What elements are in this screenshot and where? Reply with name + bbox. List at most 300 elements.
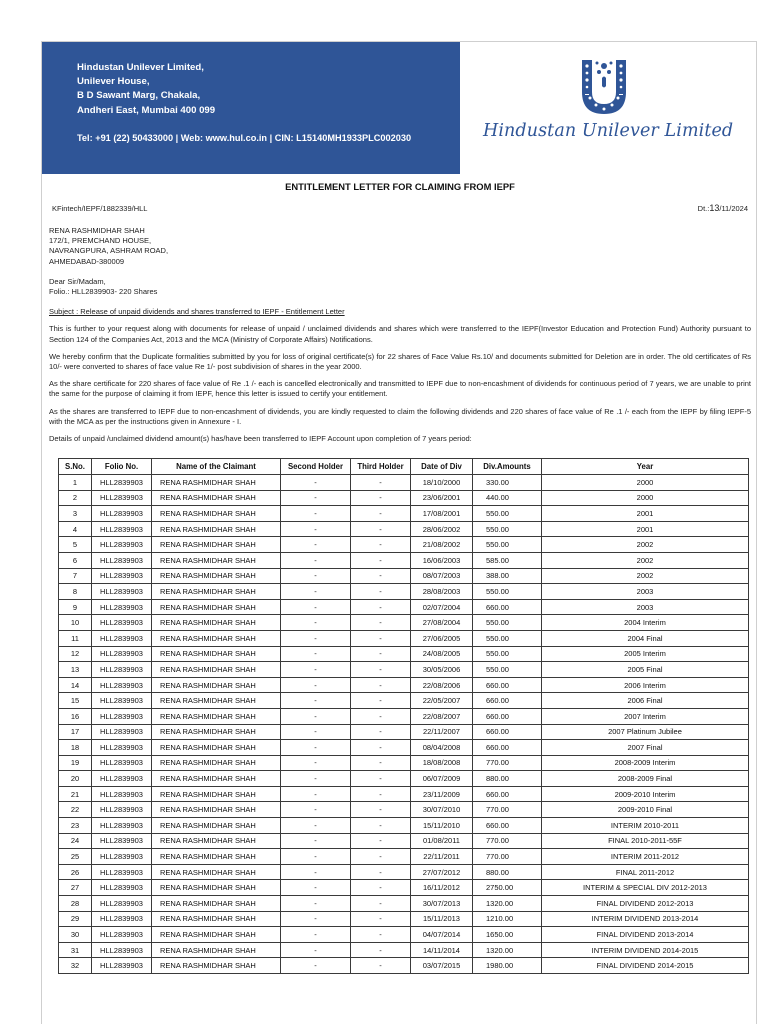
folio-cell: HLL2839903 bbox=[92, 942, 152, 958]
third-holder-cell: - bbox=[351, 537, 411, 553]
claimant-cell: RENA RASHMIDHAR SHAH bbox=[152, 755, 281, 771]
date-cell: 15/11/2013 bbox=[411, 911, 473, 927]
folio-cell: HLL2839903 bbox=[92, 724, 152, 740]
claimant-cell: RENA RASHMIDHAR SHAH bbox=[152, 896, 281, 912]
date-cell: 18/08/2008 bbox=[411, 755, 473, 771]
second-holder-cell: - bbox=[281, 755, 351, 771]
company-logo-text: Hindustan Unilever Limited bbox=[483, 121, 734, 141]
year-cell: 2002 bbox=[542, 552, 749, 568]
second-holder-cell: - bbox=[281, 708, 351, 724]
table-row bbox=[59, 630, 749, 646]
column-header: S.No. bbox=[59, 459, 92, 475]
paragraph: As the shares are transferred to IEPF due to non-encashment of dividends, you are kindly requested to claim the following dividends and 220 shares of face value of Re .1 /- each from the IEPF by filing IEPF-5 with the MCA as per the instructions given in Annexure - I. bbox=[49, 406, 751, 426]
claimant-cell: RENA RASHMIDHAR SHAH bbox=[152, 584, 281, 600]
third-holder-cell: - bbox=[351, 740, 411, 756]
folio-cell: HLL2839903 bbox=[92, 755, 152, 771]
amount-cell: 330.00 bbox=[473, 475, 542, 491]
second-holder-cell: - bbox=[281, 942, 351, 958]
folio-cell: HLL2839903 bbox=[92, 911, 152, 927]
date-cell: 23/06/2001 bbox=[411, 490, 473, 506]
unilever-u-logo-icon bbox=[576, 58, 632, 116]
year-cell: 2008-2009 Final bbox=[542, 771, 749, 787]
serial-cell: 12 bbox=[59, 646, 92, 662]
serial-cell: 23 bbox=[59, 818, 92, 834]
table-row bbox=[59, 693, 749, 709]
date-cell: 27/07/2012 bbox=[411, 864, 473, 880]
second-holder-cell: - bbox=[281, 537, 351, 553]
table-row bbox=[59, 521, 749, 537]
year-cell: 2001 bbox=[542, 521, 749, 537]
amount-cell: 770.00 bbox=[473, 849, 542, 865]
letter-body bbox=[49, 204, 751, 444]
date-cell: 22/11/2007 bbox=[411, 724, 473, 740]
letter-page bbox=[41, 41, 757, 1024]
folio-cell: HLL2839903 bbox=[92, 490, 152, 506]
table-row bbox=[59, 880, 749, 896]
second-holder-cell: - bbox=[281, 849, 351, 865]
year-cell: 2006 Final bbox=[542, 693, 749, 709]
column-header: Name of the Claimant bbox=[152, 459, 281, 475]
date-cell: 30/07/2013 bbox=[411, 896, 473, 912]
year-cell: 2009-2010 Final bbox=[542, 802, 749, 818]
serial-cell: 16 bbox=[59, 708, 92, 724]
serial-cell: 22 bbox=[59, 802, 92, 818]
claimant-cell: RENA RASHMIDHAR SHAH bbox=[152, 818, 281, 834]
serial-cell: 2 bbox=[59, 490, 92, 506]
table-row bbox=[59, 537, 749, 553]
serial-cell: 13 bbox=[59, 662, 92, 678]
address-line: Andheri East, Mumbai 400 099 bbox=[77, 104, 216, 116]
year-cell: INTERIM 2011-2012 bbox=[542, 849, 749, 865]
year-cell: 2005 Final bbox=[542, 662, 749, 678]
second-holder-cell: - bbox=[281, 818, 351, 834]
serial-cell: 11 bbox=[59, 630, 92, 646]
column-header: Third Holder bbox=[351, 459, 411, 475]
serial-cell: 7 bbox=[59, 568, 92, 584]
claimant-cell: RENA RASHMIDHAR SHAH bbox=[152, 771, 281, 787]
amount-cell: 660.00 bbox=[473, 724, 542, 740]
serial-cell: 18 bbox=[59, 740, 92, 756]
table-row bbox=[59, 849, 749, 865]
year-cell: 2009-2010 Interim bbox=[542, 786, 749, 802]
amount-cell: 550.00 bbox=[473, 630, 542, 646]
serial-cell: 3 bbox=[59, 506, 92, 522]
third-holder-cell: - bbox=[351, 584, 411, 600]
folio-cell: HLL2839903 bbox=[92, 646, 152, 662]
amount-cell: 770.00 bbox=[473, 802, 542, 818]
claimant-cell: RENA RASHMIDHAR SHAH bbox=[152, 693, 281, 709]
folio-cell: HLL2839903 bbox=[92, 599, 152, 615]
year-cell: FINAL DIVIDEND 2013-2014 bbox=[542, 927, 749, 943]
second-holder-cell: - bbox=[281, 552, 351, 568]
table-row bbox=[59, 818, 749, 834]
amount-cell: 770.00 bbox=[473, 833, 542, 849]
column-header: Year bbox=[542, 459, 749, 475]
third-holder-cell: - bbox=[351, 942, 411, 958]
folio-cell: HLL2839903 bbox=[92, 537, 152, 553]
folio-cell: HLL2839903 bbox=[92, 818, 152, 834]
second-holder-cell: - bbox=[281, 740, 351, 756]
address-line: Unilever House, bbox=[77, 76, 150, 88]
year-cell: INTERIM DIVIDEND 2013-2014 bbox=[542, 911, 749, 927]
folio-cell: HLL2839903 bbox=[92, 506, 152, 522]
year-cell: 2003 bbox=[542, 584, 749, 600]
company-address bbox=[77, 61, 215, 118]
year-cell: 2000 bbox=[542, 475, 749, 491]
folio-cell: HLL2839903 bbox=[92, 662, 152, 678]
letter-title: ENTITLEMENT LETTER FOR CLAIMING FROM IEPF bbox=[285, 181, 515, 192]
amount-cell: 550.00 bbox=[473, 584, 542, 600]
claimant-cell: RENA RASHMIDHAR SHAH bbox=[152, 568, 281, 584]
claimant-cell: RENA RASHMIDHAR SHAH bbox=[152, 521, 281, 537]
folio-cell: HLL2839903 bbox=[92, 771, 152, 787]
table-row bbox=[59, 490, 749, 506]
date-cell: 22/08/2006 bbox=[411, 677, 473, 693]
serial-cell: 31 bbox=[59, 942, 92, 958]
claimant-cell: RENA RASHMIDHAR SHAH bbox=[152, 802, 281, 818]
claimant-cell: RENA RASHMIDHAR SHAH bbox=[152, 880, 281, 896]
amount-cell: 880.00 bbox=[473, 864, 542, 880]
date-cell: 23/11/2009 bbox=[411, 786, 473, 802]
serial-cell: 19 bbox=[59, 755, 92, 771]
folio-cell: HLL2839903 bbox=[92, 896, 152, 912]
serial-cell: 21 bbox=[59, 786, 92, 802]
amount-cell: 550.00 bbox=[473, 646, 542, 662]
serial-cell: 5 bbox=[59, 537, 92, 553]
table-row bbox=[59, 662, 749, 678]
second-holder-cell: - bbox=[281, 490, 351, 506]
third-holder-cell: - bbox=[351, 693, 411, 709]
serial-cell: 6 bbox=[59, 552, 92, 568]
third-holder-cell: - bbox=[351, 490, 411, 506]
serial-cell: 30 bbox=[59, 927, 92, 943]
address-line: Hindustan Unilever Limited, bbox=[77, 62, 204, 73]
second-holder-cell: - bbox=[281, 880, 351, 896]
amount-cell: 550.00 bbox=[473, 537, 542, 553]
amount-cell: 550.00 bbox=[473, 615, 542, 631]
dividend-table bbox=[58, 458, 749, 974]
column-header: Div.Amounts bbox=[473, 459, 542, 475]
table-header-row bbox=[59, 459, 749, 475]
table-body bbox=[59, 475, 749, 974]
second-holder-cell: - bbox=[281, 584, 351, 600]
third-holder-cell: - bbox=[351, 786, 411, 802]
paragraph: This is further to your request along with documents for release of unpaid / unclaimed dividends and shares which were transferred to the IEPF(Investor Education and Protection Fund) Authority pursuant to Section 124 of the Companies Act, 2013 and the MCA (Ministry of Corporate Affairs) Notifications. bbox=[49, 324, 751, 344]
third-holder-cell: - bbox=[351, 568, 411, 584]
third-holder-cell: - bbox=[351, 708, 411, 724]
claimant-cell: RENA RASHMIDHAR SHAH bbox=[152, 708, 281, 724]
table-row bbox=[59, 584, 749, 600]
date-cell: 22/05/2007 bbox=[411, 693, 473, 709]
claimant-cell: RENA RASHMIDHAR SHAH bbox=[152, 475, 281, 491]
date-cell: 14/11/2014 bbox=[411, 942, 473, 958]
year-cell: 2003 bbox=[542, 599, 749, 615]
claimant-cell: RENA RASHMIDHAR SHAH bbox=[152, 537, 281, 553]
second-holder-cell: - bbox=[281, 693, 351, 709]
serial-cell: 29 bbox=[59, 911, 92, 927]
date-cell: 08/04/2008 bbox=[411, 740, 473, 756]
claimant-cell: RENA RASHMIDHAR SHAH bbox=[152, 599, 281, 615]
date-cell: 28/06/2002 bbox=[411, 521, 473, 537]
claimant-cell: RENA RASHMIDHAR SHAH bbox=[152, 615, 281, 631]
details-line: Details of unpaid /unclaimed dividend amount(s) has/have been transferred to IEPF Account upon completion of 7 years period: bbox=[49, 434, 472, 444]
third-holder-cell: - bbox=[351, 802, 411, 818]
amount-cell: 880.00 bbox=[473, 771, 542, 787]
third-holder-cell: - bbox=[351, 833, 411, 849]
amount-cell: 388.00 bbox=[473, 568, 542, 584]
recipient-line: 172/1, PREMCHAND HOUSE, bbox=[49, 236, 152, 246]
third-holder-cell: - bbox=[351, 849, 411, 865]
year-cell: INTERIM 2010-2011 bbox=[542, 818, 749, 834]
date-cell: 16/06/2003 bbox=[411, 552, 473, 568]
table-row bbox=[59, 942, 749, 958]
year-cell: FINAL 2010-2011-55F bbox=[542, 833, 749, 849]
table-row bbox=[59, 927, 749, 943]
year-cell: 2004 Final bbox=[542, 630, 749, 646]
recipient-address bbox=[49, 226, 751, 267]
address-line: B D Sawant Marg, Chakala, bbox=[77, 90, 201, 102]
second-holder-cell: - bbox=[281, 646, 351, 662]
year-cell: 2007 Platinum Jubilee bbox=[542, 724, 749, 740]
column-header: Date of Div bbox=[411, 459, 473, 475]
third-holder-cell: - bbox=[351, 880, 411, 896]
second-holder-cell: - bbox=[281, 802, 351, 818]
second-holder-cell: - bbox=[281, 599, 351, 615]
folio-cell: HLL2839903 bbox=[92, 927, 152, 943]
date-cell: 24/08/2005 bbox=[411, 646, 473, 662]
second-holder-cell: - bbox=[281, 568, 351, 584]
recipient-line: AHMEDABAD-380009 bbox=[49, 256, 125, 266]
folio-line: Folio.: HLL2839903- 220 Shares bbox=[49, 287, 158, 297]
year-cell: INTERIM & SPECIAL DIV 2012-2013 bbox=[542, 880, 749, 896]
serial-cell: 17 bbox=[59, 724, 92, 740]
second-holder-cell: - bbox=[281, 958, 351, 974]
amount-cell: 2750.00 bbox=[473, 880, 542, 896]
recipient-line: RENA RASHMIDHAR SHAH bbox=[49, 226, 145, 235]
column-header: Second Holder bbox=[281, 459, 351, 475]
folio-cell: HLL2839903 bbox=[92, 786, 152, 802]
amount-cell: 660.00 bbox=[473, 740, 542, 756]
amount-cell: 660.00 bbox=[473, 786, 542, 802]
claimant-cell: RENA RASHMIDHAR SHAH bbox=[152, 833, 281, 849]
claimant-cell: RENA RASHMIDHAR SHAH bbox=[152, 786, 281, 802]
folio-cell: HLL2839903 bbox=[92, 708, 152, 724]
folio-cell: HLL2839903 bbox=[92, 630, 152, 646]
folio-cell: HLL2839903 bbox=[92, 568, 152, 584]
amount-cell: 660.00 bbox=[473, 818, 542, 834]
date-rest: /11/2024 bbox=[719, 204, 748, 213]
second-holder-cell: - bbox=[281, 771, 351, 787]
amount-cell: 550.00 bbox=[473, 506, 542, 522]
amount-cell: 550.00 bbox=[473, 521, 542, 537]
folio-cell: HLL2839903 bbox=[92, 521, 152, 537]
recipient-line: NAVRANGPURA, ASHRAM ROAD, bbox=[49, 246, 169, 256]
letterhead-band bbox=[42, 42, 460, 174]
third-holder-cell: - bbox=[351, 521, 411, 537]
year-cell: 2000 bbox=[542, 490, 749, 506]
serial-cell: 15 bbox=[59, 693, 92, 709]
paragraph: We hereby confirm that the Duplicate formalities submitted by you for loss of original certificate(s) for 22 shares of Face Value Rs.10/ and documents submitted for Deletion are in order. The old certificates of Rs 10/- were converted to shares of face value Re 1/- post subdivision of shares in the year 2000. bbox=[49, 351, 751, 372]
serial-cell: 9 bbox=[59, 599, 92, 615]
year-cell: FINAL 2011-2012 bbox=[542, 864, 749, 880]
table-row bbox=[59, 958, 749, 974]
claimant-cell: RENA RASHMIDHAR SHAH bbox=[152, 864, 281, 880]
table-row bbox=[59, 475, 749, 491]
date-cell: 06/07/2009 bbox=[411, 771, 473, 787]
folio-cell: HLL2839903 bbox=[92, 849, 152, 865]
company-logo bbox=[478, 54, 748, 164]
year-cell: 2006 Interim bbox=[542, 677, 749, 693]
third-holder-cell: - bbox=[351, 475, 411, 491]
amount-cell: 585.00 bbox=[473, 552, 542, 568]
table-row bbox=[59, 552, 749, 568]
serial-cell: 4 bbox=[59, 521, 92, 537]
reference-row bbox=[49, 204, 751, 216]
date-cell: 16/11/2012 bbox=[411, 880, 473, 896]
table-row bbox=[59, 755, 749, 771]
third-holder-cell: - bbox=[351, 896, 411, 912]
date-cell: 27/06/2005 bbox=[411, 630, 473, 646]
table-row bbox=[59, 708, 749, 724]
table-row bbox=[59, 506, 749, 522]
letter-date bbox=[698, 203, 748, 214]
third-holder-cell: - bbox=[351, 599, 411, 615]
serial-cell: 8 bbox=[59, 584, 92, 600]
table-row bbox=[59, 802, 749, 818]
year-cell: 2005 Interim bbox=[542, 646, 749, 662]
serial-cell: 1 bbox=[59, 475, 92, 491]
folio-cell: HLL2839903 bbox=[92, 552, 152, 568]
third-holder-cell: - bbox=[351, 552, 411, 568]
third-holder-cell: - bbox=[351, 911, 411, 927]
second-holder-cell: - bbox=[281, 677, 351, 693]
second-holder-cell: - bbox=[281, 615, 351, 631]
claimant-cell: RENA RASHMIDHAR SHAH bbox=[152, 506, 281, 522]
year-cell: INTERIM DIVIDEND 2014-2015 bbox=[542, 942, 749, 958]
amount-cell: 440.00 bbox=[473, 490, 542, 506]
year-cell: 2004 Interim bbox=[542, 615, 749, 631]
salutation: Dear Sir/Madam, bbox=[49, 276, 106, 286]
third-holder-cell: - bbox=[351, 958, 411, 974]
claimant-cell: RENA RASHMIDHAR SHAH bbox=[152, 630, 281, 646]
third-holder-cell: - bbox=[351, 662, 411, 678]
serial-cell: 24 bbox=[59, 833, 92, 849]
paragraph: As the share certificate for 220 shares of face value of Re .1 /- each is cancelled electronically and transmitted to IEPF due to non-encashment of dividends for continuous period of 7 years, we are unable to print the same for the purpose of claiming it from IEPF, hence this letter is issued to certify your entitlement. bbox=[49, 379, 751, 399]
table-row bbox=[59, 911, 749, 927]
salutation-block bbox=[49, 277, 751, 297]
folio-cell: HLL2839903 bbox=[92, 693, 152, 709]
amount-cell: 1650.00 bbox=[473, 927, 542, 943]
date-cell: 08/07/2003 bbox=[411, 568, 473, 584]
folio-cell: HLL2839903 bbox=[92, 615, 152, 631]
date-cell: 28/08/2003 bbox=[411, 584, 473, 600]
serial-cell: 26 bbox=[59, 864, 92, 880]
date-cell: 21/08/2002 bbox=[411, 537, 473, 553]
claimant-cell: RENA RASHMIDHAR SHAH bbox=[152, 552, 281, 568]
date-prefix: Dt.: bbox=[697, 204, 710, 213]
claimant-cell: RENA RASHMIDHAR SHAH bbox=[152, 662, 281, 678]
folio-cell: HLL2839903 bbox=[92, 802, 152, 818]
folio-cell: HLL2839903 bbox=[92, 475, 152, 491]
claimant-cell: RENA RASHMIDHAR SHAH bbox=[152, 490, 281, 506]
year-cell: 2007 Final bbox=[542, 740, 749, 756]
serial-cell: 27 bbox=[59, 880, 92, 896]
amount-cell: 660.00 bbox=[473, 693, 542, 709]
second-holder-cell: - bbox=[281, 521, 351, 537]
second-holder-cell: - bbox=[281, 833, 351, 849]
date-cell: 17/08/2001 bbox=[411, 506, 473, 522]
third-holder-cell: - bbox=[351, 818, 411, 834]
second-holder-cell: - bbox=[281, 911, 351, 927]
date-cell: 01/08/2011 bbox=[411, 833, 473, 849]
table-row bbox=[59, 568, 749, 584]
table-row bbox=[59, 864, 749, 880]
serial-cell: 28 bbox=[59, 896, 92, 912]
second-holder-cell: - bbox=[281, 630, 351, 646]
folio-cell: HLL2839903 bbox=[92, 880, 152, 896]
claimant-cell: RENA RASHMIDHAR SHAH bbox=[152, 958, 281, 974]
table-row bbox=[59, 615, 749, 631]
claimant-cell: RENA RASHMIDHAR SHAH bbox=[152, 646, 281, 662]
second-holder-cell: - bbox=[281, 475, 351, 491]
third-holder-cell: - bbox=[351, 506, 411, 522]
third-holder-cell: - bbox=[351, 646, 411, 662]
date-cell: 22/08/2007 bbox=[411, 708, 473, 724]
third-holder-cell: - bbox=[351, 771, 411, 787]
year-cell: FINAL DIVIDEND 2014-2015 bbox=[542, 958, 749, 974]
amount-cell: 1980.00 bbox=[473, 958, 542, 974]
table-row bbox=[59, 646, 749, 662]
amount-cell: 1210.00 bbox=[473, 911, 542, 927]
amount-cell: 660.00 bbox=[473, 677, 542, 693]
folio-cell: HLL2839903 bbox=[92, 584, 152, 600]
second-holder-cell: - bbox=[281, 927, 351, 943]
table-row bbox=[59, 786, 749, 802]
second-holder-cell: - bbox=[281, 864, 351, 880]
year-cell: 2002 bbox=[542, 537, 749, 553]
folio-cell: HLL2839903 bbox=[92, 677, 152, 693]
date-day: 13 bbox=[709, 203, 720, 213]
year-cell: 2002 bbox=[542, 568, 749, 584]
claimant-cell: RENA RASHMIDHAR SHAH bbox=[152, 911, 281, 927]
folio-cell: HLL2839903 bbox=[92, 833, 152, 849]
third-holder-cell: - bbox=[351, 864, 411, 880]
third-holder-cell: - bbox=[351, 927, 411, 943]
date-cell: 03/07/2015 bbox=[411, 958, 473, 974]
date-cell: 30/07/2010 bbox=[411, 802, 473, 818]
reference-number: KFintech/IEPF/1882339/HLL bbox=[52, 204, 148, 213]
third-holder-cell: - bbox=[351, 615, 411, 631]
second-holder-cell: - bbox=[281, 506, 351, 522]
year-cell: FINAL DIVIDEND 2012-2013 bbox=[542, 896, 749, 912]
table-row bbox=[59, 771, 749, 787]
claimant-cell: RENA RASHMIDHAR SHAH bbox=[152, 677, 281, 693]
claimant-cell: RENA RASHMIDHAR SHAH bbox=[152, 740, 281, 756]
folio-cell: HLL2839903 bbox=[92, 864, 152, 880]
serial-cell: 14 bbox=[59, 677, 92, 693]
second-holder-cell: - bbox=[281, 786, 351, 802]
third-holder-cell: - bbox=[351, 755, 411, 771]
subject-line: Subject : Release of unpaid dividends and shares transferred to IEPF - Entitlement Letter bbox=[49, 307, 345, 317]
table-row bbox=[59, 833, 749, 849]
claimant-cell: RENA RASHMIDHAR SHAH bbox=[152, 724, 281, 740]
serial-cell: 25 bbox=[59, 849, 92, 865]
amount-cell: 550.00 bbox=[473, 662, 542, 678]
column-header: Folio No. bbox=[92, 459, 152, 475]
second-holder-cell: - bbox=[281, 662, 351, 678]
amount-cell: 770.00 bbox=[473, 755, 542, 771]
claimant-cell: RENA RASHMIDHAR SHAH bbox=[152, 942, 281, 958]
